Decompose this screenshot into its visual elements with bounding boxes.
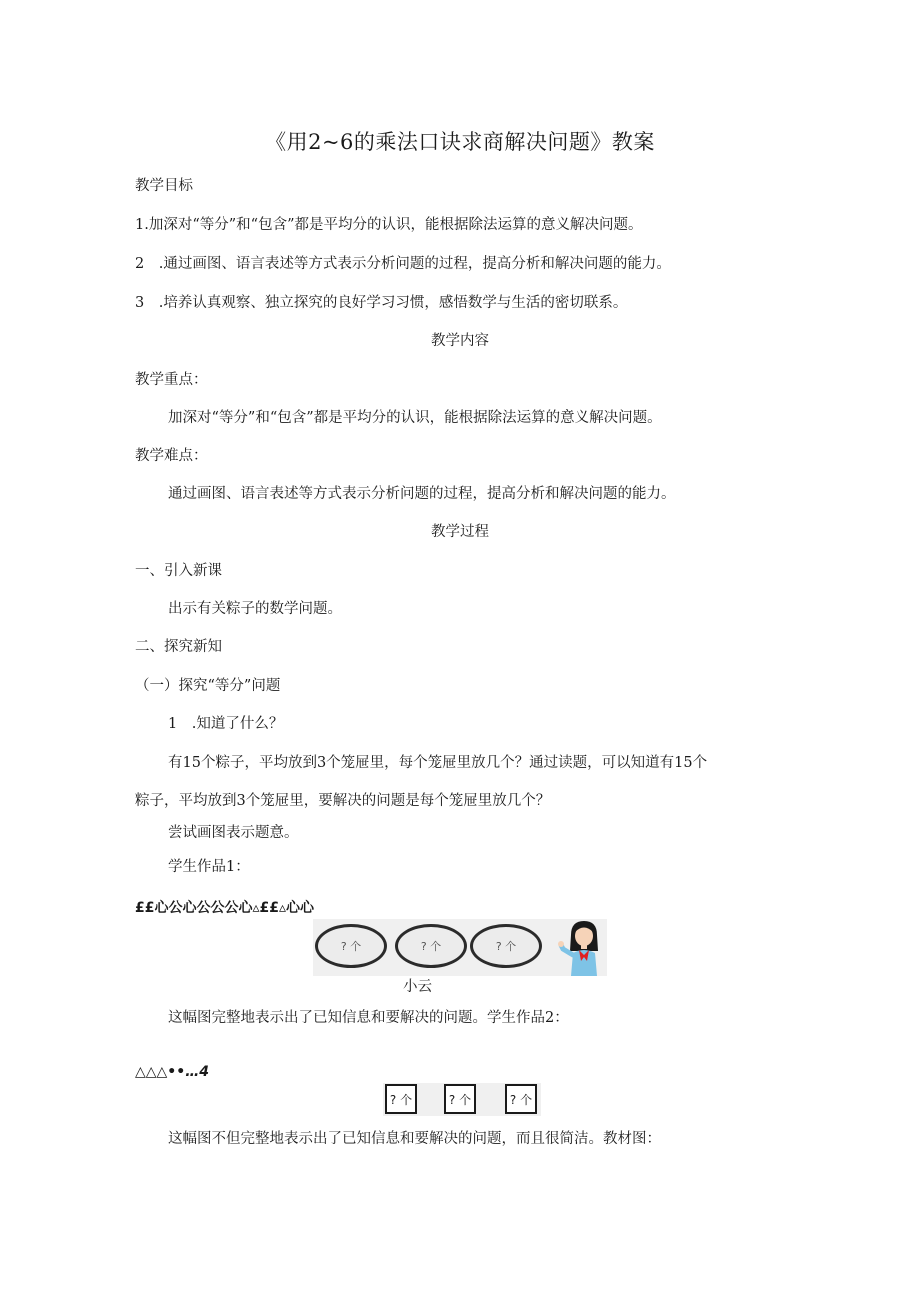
document-title: 《用2~6的乘法口诀求商解决问题》教案 [265,130,655,154]
difficulty-text: 通过画图、语言表述等方式表示分析问题的过程，提高分析和解决问题的能力。 [168,486,676,502]
paragraph-3: 学生作品1： [168,859,250,875]
girl-illustration [557,919,607,976]
paragraph-1a: 有15个粽子，平均放到3个笼屉里，每个笼屉里放几个？通过读题，可以知道有15个 [168,755,708,771]
process-heading: 教学过程 [431,524,489,540]
basket-square: ? 个 [444,1084,476,1114]
objective-2: 2 .通过画图、语言表述等方式表示分析问题的过程，提高分析和解决问题的能力。 [135,256,671,272]
student-work-2-figure [383,1083,541,1116]
basket-square: ? 个 [385,1084,417,1114]
key-point-text: 加深对“等分”和“包含”都是平均分的认识，能根据除法运算的意义解决问题。 [168,410,662,426]
basket-oval: ? 个 [395,924,467,968]
section-1-text: 出示有关粽子的数学问题。 [168,601,342,617]
paragraph-1b: 粽子，平均放到3个笼屉里，要解决的问题是每个笼屉里放几个？ [135,793,551,809]
content-heading: 教学内容 [431,333,489,349]
difficulty-label: 教学难点： [135,448,208,464]
basket-oval: ? 个 [470,924,542,968]
symbol-row-2: △△△••…4 [135,1064,209,1080]
objectives-heading: 教学目标 [135,178,193,194]
student-work-1-figure [313,919,607,976]
objective-3: 3 .培养认真观察、独立探究的良好学习习惯，感悟数学与生活的密切联系。 [135,295,628,311]
paragraph-2: 尝试画图表示题意。 [168,825,299,841]
basket-square: ? 个 [505,1084,537,1114]
symbol-row-1: ££心公心公公公心▵££▵心心 [135,900,315,916]
figure-1-caption: 小云 [403,979,432,995]
section-2-heading: 二、探究新知 [135,639,222,655]
paragraph-5: 这幅图不但完整地表示出了已知信息和要解决的问题，而且很简洁。教材图： [168,1131,661,1147]
basket-oval: ? 个 [315,924,387,968]
question-1: 1 .知道了什么？ [168,716,284,732]
objective-1: 1.加深对“等分”和“包含”都是平均分的认识，能根据除法运算的意义解决问题。 [135,217,643,233]
paragraph-4: 这幅图完整地表示出了已知信息和要解决的问题。学生作品2： [168,1010,569,1026]
subsection-1-heading: （一）探究“等分”问题 [135,678,281,694]
key-point-label: 教学重点： [135,372,208,388]
section-1-heading: 一、引入新课 [135,563,222,579]
